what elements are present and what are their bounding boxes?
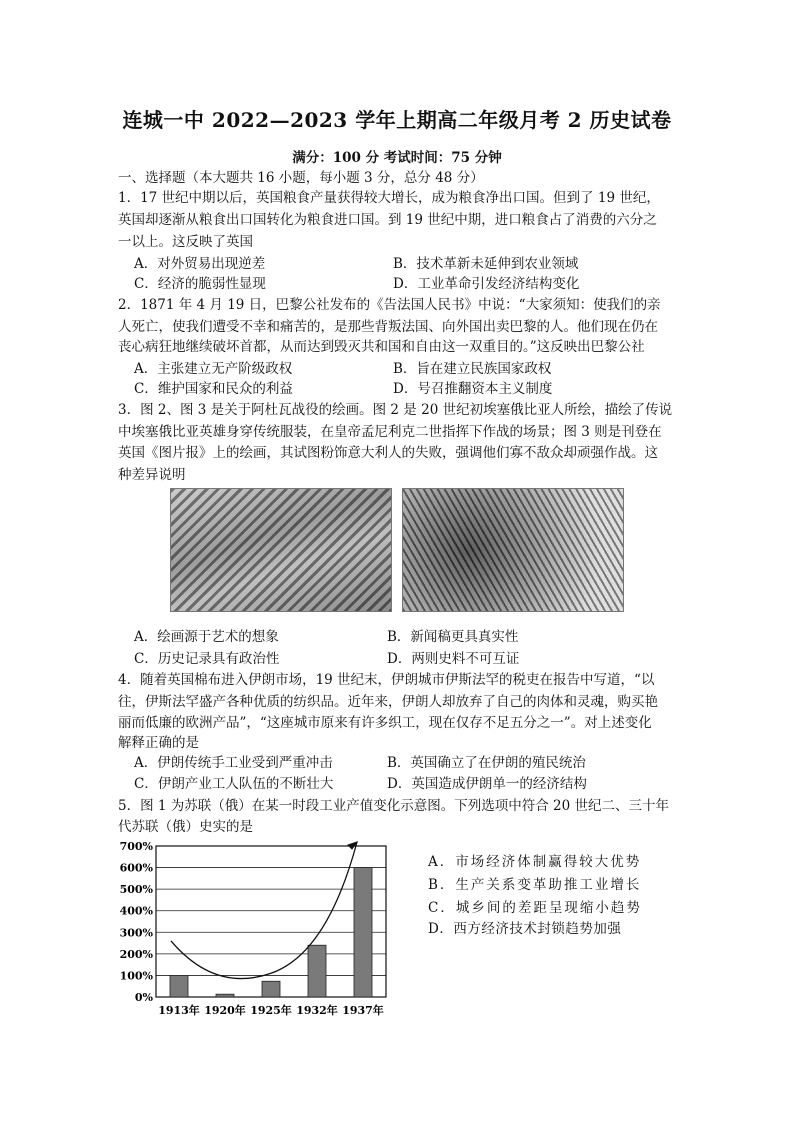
- x-tick-label: 1925年: [250, 1004, 292, 1017]
- figure-3-painting: [402, 488, 624, 612]
- q4-stem-line-4: 解释正确的是: [118, 735, 199, 751]
- q5-option-b: B．生产关系变革助推工业增长: [428, 877, 642, 893]
- q4-stem-line-3: 丽而低廉的欧洲产品”，“这座城市原来有许多织工，现在仅存不足五分之一”。对上述变化: [118, 715, 652, 731]
- x-tick-label: 1932年: [296, 1004, 338, 1017]
- q2-option-a: A．主张建立无产阶级政权: [134, 361, 293, 377]
- y-tick-label: 200%: [119, 947, 153, 961]
- q1-option-d: D．工业革命引发经济结构变化: [393, 276, 580, 292]
- x-tick-label: 1937年: [342, 1004, 384, 1017]
- bar: [354, 868, 372, 997]
- q3-option-b: B．新闻稿更具真实性: [387, 629, 519, 645]
- x-tick-label: 1913年: [158, 1004, 200, 1017]
- y-tick-label: 0%: [134, 991, 153, 1004]
- q3-option-a: A．绘画源于艺术的想象: [134, 629, 279, 645]
- q1-stem-line-2: 英国却逐渐从粮食出口国转化为粮食进口国。到 19 世纪中期，进口粮食占了消费的六分之: [118, 212, 657, 228]
- q1-option-c: C．经济的脆弱性显现: [134, 276, 266, 292]
- q4-option-b: B．英国确立了在伊朗的殖民统治: [387, 755, 586, 771]
- q3-stem-line-2: 中埃塞俄比亚英雄身穿传统服装，在皇帝孟尼利克二世指挥下作战的场景；图 3 则是刊登在: [118, 424, 662, 440]
- q2-option-c: C．维护国家和民众的利益: [134, 381, 293, 397]
- q4-option-a: A．伊朗传统手工业受到严重冲击: [134, 755, 333, 771]
- exam-info: 满分：100 分 考试时间：75 分钟: [292, 150, 502, 166]
- q5-stem-line-2: 代苏联（俄）史实的是: [118, 819, 253, 835]
- q4-stem-line-1: 4．随着英国棉布进入伊朗市场，19 世纪末，伊朗城市伊斯法罕的税吏在报告中写道，“以: [118, 672, 655, 688]
- bar: [216, 994, 234, 997]
- figure-2-painting: [170, 488, 392, 612]
- q3-option-c: C．历史记录具有政治性: [134, 651, 280, 667]
- q2-stem-line-2: 人死亡，使我们遭受不幸和痛苦的，是那些背叛法国、向外国出卖巴黎的人。他们现在仍在: [118, 319, 658, 335]
- q1-option-b: B．技术革新未延伸到农业领域: [393, 256, 579, 272]
- q3-stem-line-4: 种差异说明: [118, 467, 186, 483]
- industrial-output-chart: [118, 836, 392, 1020]
- y-tick-label: 700%: [119, 840, 153, 853]
- trend-curve: [171, 842, 357, 979]
- y-tick-label: 500%: [119, 883, 153, 897]
- y-tick-label: 600%: [119, 861, 153, 875]
- y-tick-label: 300%: [119, 926, 153, 940]
- plot-frame: [156, 846, 386, 997]
- bar: [262, 981, 280, 997]
- q4-option-d: D．英国造成伊朗单一的经济结构: [387, 776, 587, 792]
- y-tick-label: 100%: [119, 969, 153, 983]
- q5-option-d: D．西方经济技术封锁趋势加强: [428, 921, 622, 937]
- q5-option-c: C．城乡间的差距呈现缩小趋势: [428, 900, 642, 916]
- q1-option-a: A．对外贸易出现逆差: [134, 256, 266, 272]
- x-tick-label: 1920年: [204, 1004, 246, 1017]
- q2-option-d: D．号召推翻资本主义制度: [393, 381, 553, 397]
- bar: [308, 945, 326, 997]
- q3-stem-line-3: 英国《图片报》上的绘画，其试图粉饰意大利人的失败，强调他们寡不敌众却顽强作战。这: [118, 445, 658, 461]
- q2-stem-line-1: 2．1871 年 4 月 19 日，巴黎公社发布的《告法国人民书》中说：“大家须知：使我们的亲: [118, 297, 661, 313]
- q1-stem-line-1: 1．17 世纪中期以后，英国粮食产量获得较大增长，成为粮食净出口国。但到了 19 世纪，: [118, 190, 660, 206]
- page-title: 连城一中 2022—2023 学年上期高二年级月考 2 历史试卷: [122, 108, 672, 132]
- bar: [170, 975, 188, 997]
- q4-stem-line-2: 往，伊斯法罕盛产各种优质的纺织品。近年来，伊朗人却放弃了自己的肉体和灵魂，购买艳: [118, 694, 658, 710]
- section-heading: 一、选择题（本大题共 16 小题，每小题 3 分，总分 48 分）: [118, 170, 484, 186]
- q2-option-b: B．旨在建立民族国家政权: [393, 361, 552, 377]
- q3-option-d: D．两则史料不可互证: [387, 651, 520, 667]
- q1-stem-line-3: 一以上。这反映了英国: [118, 234, 253, 250]
- q5-option-a: A．市场经济体制赢得较大优势: [428, 854, 642, 870]
- q3-stem-line-1: 3．图 2、图 3 是关于阿杜瓦战役的绘画。图 2 是 20 世纪初埃塞俄比亚人所绘，描绘了传说: [118, 402, 673, 418]
- y-tick-label: 400%: [119, 904, 153, 918]
- q2-stem-line-3: 丧心病狂地继续破坏首都，从而达到毁灭共和国和自由这一双重目的。”这反映出巴黎公社: [118, 339, 645, 355]
- q5-stem-line-1: 5．图 1 为苏联（俄）在某一时段工业产值变化示意图。下列选项中符合 20 世纪二、三十年: [118, 798, 670, 814]
- q4-option-c: C．伊朗产业工人队伍的不断壮大: [134, 776, 334, 792]
